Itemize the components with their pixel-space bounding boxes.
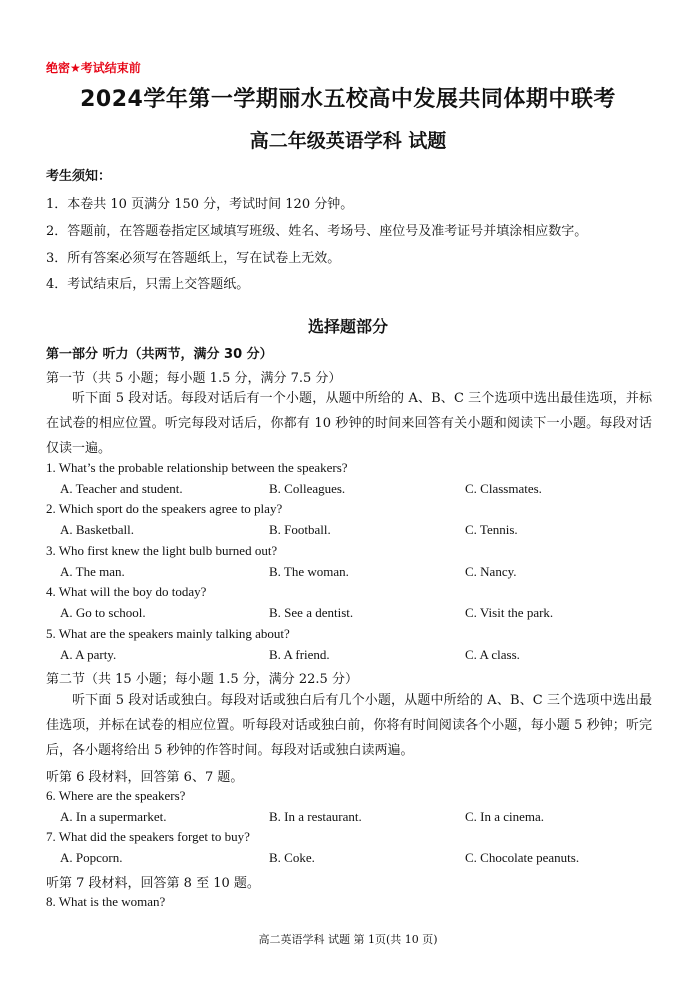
question-3: 3. Who first knew the light bulb burned out? — [46, 543, 278, 558]
part1-heading: 第一部分 听力（共两节，满分 30 分） — [46, 347, 273, 362]
q4-option-b: B. See a dentist. — [269, 605, 354, 620]
q6-option-c: C. In a cinema. — [465, 809, 545, 824]
notice-item-2: 2．答题前，在答题卷指定区域填写班级、姓名、考场号、座位号及准考证号并填涂相应数字。 — [46, 224, 588, 239]
q1-option-b: B. Colleagues. — [269, 481, 346, 496]
q2-option-c: C. Tennis. — [465, 522, 518, 537]
question-2: 2. Which sport do the speakers agree to play? — [46, 501, 283, 516]
q7-option-a: A. Popcorn. — [60, 850, 123, 865]
q7-option-b: B. Coke. — [269, 850, 315, 865]
sec1-instructions: 听下面 5 段对话。每段对话后有一个小题，从题中所给的 A、B、C 三个选项中选出最佳选项，并标在试卷的相应位置。听完每段对话后，你都有 10 秒钟的时间来回答有关小题和阅读下一小题。每段对话仅读一遍。 — [46, 391, 652, 456]
question-6: 6. Where are the speakers? — [46, 788, 186, 803]
q5-option-c: C. A class. — [465, 647, 520, 662]
q3-option-c: C. Nancy. — [465, 564, 517, 579]
material-7-note: 听第 7 段材料，回答第 8 至 10 题。 — [46, 876, 260, 891]
q2-option-b: B. Football. — [269, 522, 331, 537]
q3-option-a: A. The man. — [60, 564, 125, 579]
section-title: 选择题部分 — [307, 317, 388, 336]
exam-subtitle: 高二年级英语学科 试题 — [249, 130, 447, 152]
q7-option-c: C. Chocolate peanuts. — [465, 850, 580, 865]
question-5: 5. What are the speakers mainly talking about? — [46, 626, 290, 641]
q5-option-b: B. A friend. — [269, 647, 330, 662]
notice-heading: 考生须知： — [46, 169, 112, 184]
page-footer: 高二英语学科 试题 第 1页(共 10 页) — [258, 933, 438, 946]
notice-item-3: 3．所有答案必须写在答题纸上，写在试卷上无效。 — [46, 251, 341, 266]
q4-option-a: A. Go to school. — [60, 605, 146, 620]
question-7: 7. What did the speakers forget to buy? — [46, 829, 250, 844]
q1-option-a: A. Teacher and student. — [60, 481, 183, 496]
secret-mark: 绝密★考试结束前 — [46, 61, 141, 75]
question-4: 4. What will the boy do today? — [46, 584, 207, 599]
exam-title: 2024学年第一学期丽水五校高中发展共同体期中联考 — [80, 87, 616, 112]
q3-option-b: B. The woman. — [269, 564, 349, 579]
q2-option-a: A. Basketball. — [60, 522, 135, 537]
q6-option-a: A. In a supermarket. — [60, 809, 167, 824]
q4-option-c: C. Visit the park. — [465, 605, 554, 620]
sec2-heading: 第二节（共 15 小题；每小题 1.5 分，满分 22.5 分） — [46, 672, 358, 687]
sec2-instructions: 听下面 5 段对话或独白。每段对话或独白后有几个小题，从题中所给的 A、B、C 三个选项中选出最佳选项，并标在试卷的相应位置。听每段对话或独白前，你将有时间阅读各个小题，每小题 5 秒钟；听完后，各小题将给出 5 秒钟的作答时间。每段对话或独白读两遍。 — [46, 693, 652, 758]
q1-option-c: C. Classmates. — [465, 481, 542, 496]
sec1-heading: 第一节（共 5 小题；每小题 1.5 分，满分 7.5 分） — [46, 371, 342, 386]
q6-option-b: B. In a restaurant. — [269, 809, 362, 824]
material-6-note: 听第 6 段材料，回答第 6、7 题。 — [46, 770, 244, 785]
question-1: 1. What’s the probable relationship between the speakers? — [46, 460, 348, 475]
notice-item-1: 1．本卷共 10 页满分 150 分，考试时间 120 分钟。 — [46, 197, 354, 212]
question-8: 8. What is the woman? — [46, 894, 166, 909]
notice-item-4: 4．考试结束后，只需上交答题纸。 — [46, 277, 250, 292]
q5-option-a: A. A party. — [60, 647, 117, 662]
